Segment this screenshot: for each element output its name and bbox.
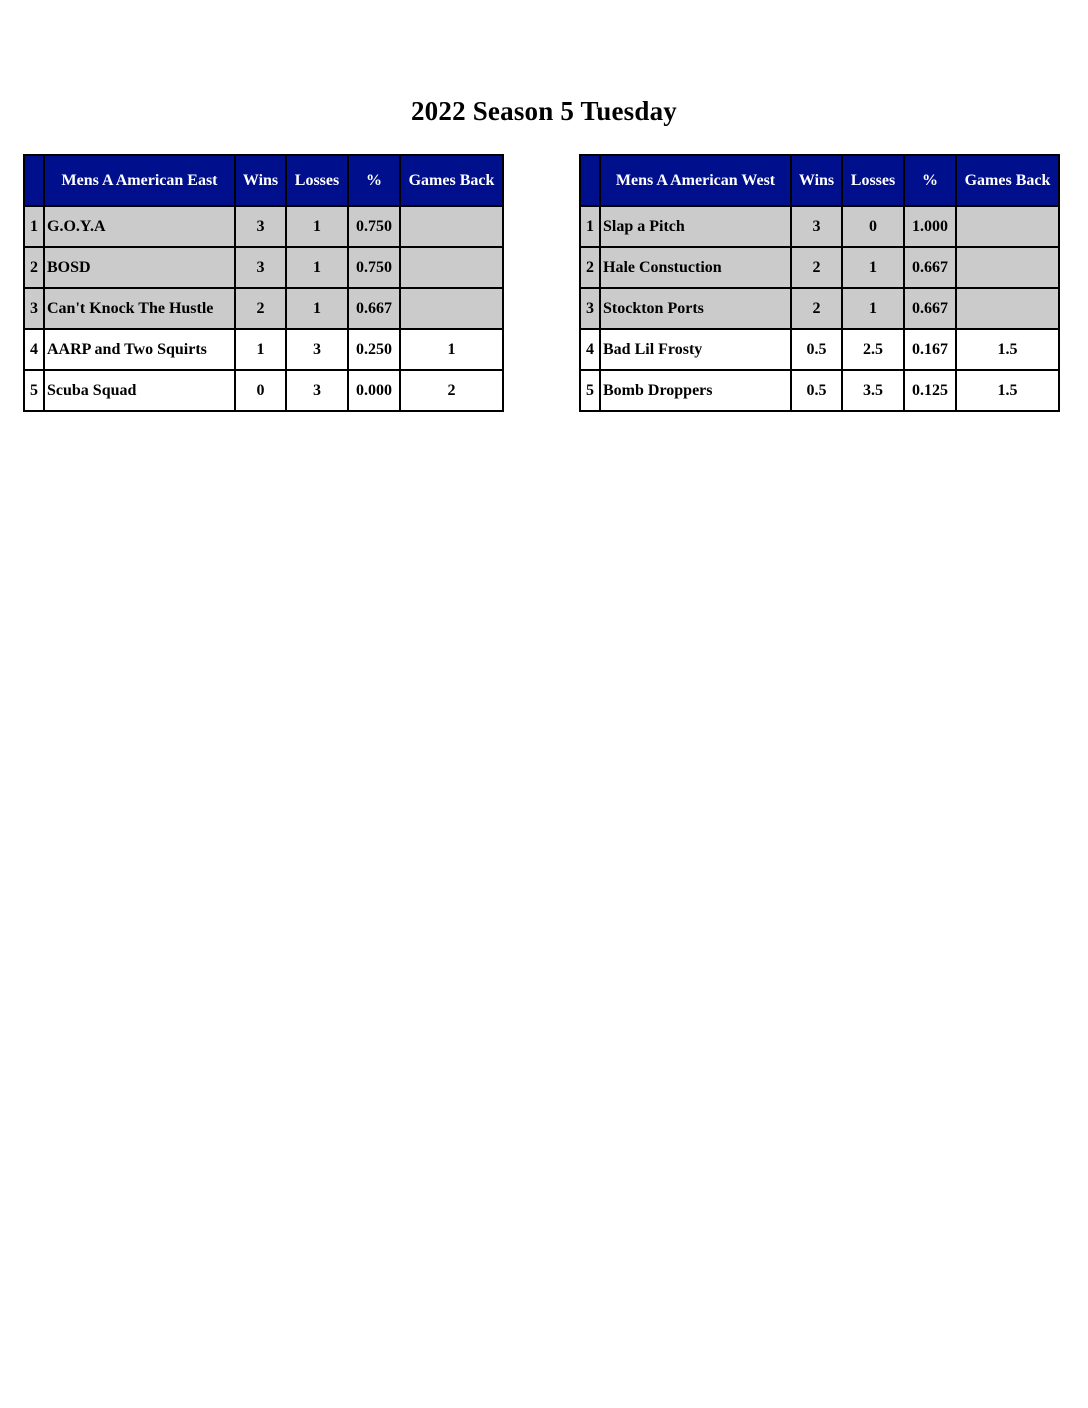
table-row — [580, 370, 1059, 411]
wins-cell: 3 — [235, 247, 286, 288]
games-back-cell: 1 — [400, 329, 503, 370]
rank-cell: 4 — [580, 329, 600, 370]
percent-cell: 0.667 — [904, 288, 956, 329]
table-row — [24, 370, 503, 411]
losses-header: Losses — [286, 155, 348, 206]
standings-table-east — [23, 154, 504, 412]
games-back-cell: 1.5 — [956, 329, 1059, 370]
table-row — [580, 329, 1059, 370]
standings-table-west — [579, 154, 1060, 412]
rank-cell: 2 — [580, 247, 600, 288]
table-row — [24, 206, 503, 247]
page-title: 2022 Season 5 Tuesday — [410, 96, 678, 126]
losses-cell: 3 — [286, 329, 348, 370]
rank-header — [24, 155, 44, 206]
losses-cell: 2.5 — [842, 329, 904, 370]
division-name-header: Mens A American West — [600, 155, 791, 206]
rank-cell: 4 — [24, 329, 44, 370]
team-cell: Bad Lil Frosty — [600, 329, 791, 370]
losses-cell: 0 — [842, 206, 904, 247]
percent-cell: 0.250 — [348, 329, 400, 370]
team-cell: G.O.Y.A — [44, 206, 235, 247]
wins-cell: 2 — [791, 288, 842, 329]
percent-cell: 0.125 — [904, 370, 956, 411]
percent-cell: 0.000 — [348, 370, 400, 411]
rank-cell: 5 — [580, 370, 600, 411]
wins-cell: 0.5 — [791, 329, 842, 370]
table-header-row — [580, 155, 1059, 206]
wins-cell: 0.5 — [791, 370, 842, 411]
table-header-row — [24, 155, 503, 206]
percent-cell: 0.167 — [904, 329, 956, 370]
wins-cell: 3 — [791, 206, 842, 247]
losses-cell: 1 — [286, 247, 348, 288]
games-back-cell — [956, 288, 1059, 329]
table-row — [24, 247, 503, 288]
games-back-cell — [956, 247, 1059, 288]
team-cell: Slap a Pitch — [600, 206, 791, 247]
team-cell: Stockton Ports — [600, 288, 791, 329]
losses-cell: 1 — [286, 288, 348, 329]
team-cell: Bomb Droppers — [600, 370, 791, 411]
table-row — [24, 288, 503, 329]
percent-cell: 0.750 — [348, 247, 400, 288]
games-back-cell — [400, 206, 503, 247]
percent-header: % — [348, 155, 400, 206]
losses-cell: 3.5 — [842, 370, 904, 411]
wins-cell: 0 — [235, 370, 286, 411]
division-name-header: Mens A American East — [44, 155, 235, 206]
team-cell: Hale Constuction — [600, 247, 791, 288]
games-back-header: Games Back — [956, 155, 1059, 206]
percent-cell: 0.667 — [348, 288, 400, 329]
losses-cell: 1 — [286, 206, 348, 247]
team-cell: AARP and Two Squirts — [44, 329, 235, 370]
table-row — [580, 206, 1059, 247]
table-row — [580, 247, 1059, 288]
wins-cell: 1 — [235, 329, 286, 370]
losses-header: Losses — [842, 155, 904, 206]
games-back-header: Games Back — [400, 155, 503, 206]
losses-cell: 1 — [842, 247, 904, 288]
games-back-cell: 1.5 — [956, 370, 1059, 411]
percent-header: % — [904, 155, 956, 206]
team-cell: Scuba Squad — [44, 370, 235, 411]
rank-cell: 3 — [24, 288, 44, 329]
rank-cell: 5 — [24, 370, 44, 411]
wins-cell: 2 — [791, 247, 842, 288]
rank-cell: 1 — [580, 206, 600, 247]
team-cell: BOSD — [44, 247, 235, 288]
wins-header: Wins — [791, 155, 842, 206]
table-row — [24, 329, 503, 370]
wins-cell: 3 — [235, 206, 286, 247]
games-back-cell: 2 — [400, 370, 503, 411]
wins-cell: 2 — [235, 288, 286, 329]
games-back-cell — [400, 247, 503, 288]
rank-cell: 1 — [24, 206, 44, 247]
games-back-cell — [956, 206, 1059, 247]
percent-cell: 1.000 — [904, 206, 956, 247]
table-row — [580, 288, 1059, 329]
team-cell: Can't Knock The Hustle — [44, 288, 235, 329]
losses-cell: 3 — [286, 370, 348, 411]
rank-cell: 2 — [24, 247, 44, 288]
losses-cell: 1 — [842, 288, 904, 329]
rank-header — [580, 155, 600, 206]
wins-header: Wins — [235, 155, 286, 206]
rank-cell: 3 — [580, 288, 600, 329]
percent-cell: 0.667 — [904, 247, 956, 288]
games-back-cell — [400, 288, 503, 329]
percent-cell: 0.750 — [348, 206, 400, 247]
